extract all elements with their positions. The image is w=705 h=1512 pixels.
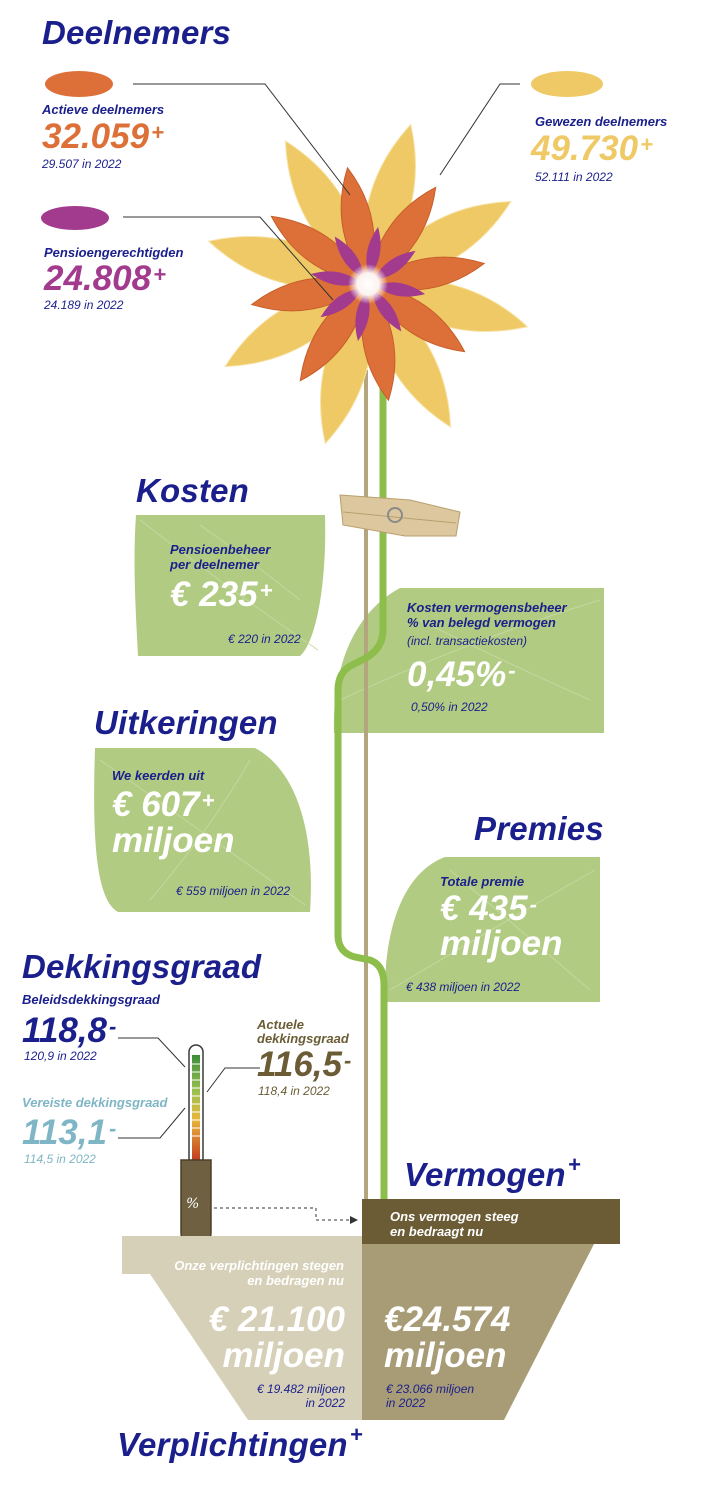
- legend-pensioners-swatch: [41, 206, 109, 230]
- costs-title: Kosten: [136, 472, 250, 509]
- liabilities-title-row: [117, 1422, 363, 1464]
- legend-former-swatch: [531, 71, 603, 97]
- clothespin-icon: [340, 495, 460, 536]
- costs-admin-value: € 235: [170, 575, 258, 614]
- liabilities-trend: +: [349, 1422, 363, 1447]
- actual-value-row: [257, 1046, 351, 1084]
- pensioners-trend: +: [153, 262, 166, 287]
- active-value: 32.059: [42, 117, 150, 156]
- liabilities-prev-2: in 2022: [305, 1396, 345, 1410]
- actual-label-2: dekkingsgraad: [257, 1031, 349, 1046]
- assets-prev-1: € 23.066 miljoen: [386, 1382, 475, 1396]
- payouts-value-unit: miljoen: [112, 821, 235, 860]
- former-label: Gewezen deelnemers: [535, 114, 668, 129]
- costs-asset-label-2: % van belegd vermogen: [407, 615, 556, 630]
- assets-value: €24.574: [384, 1300, 511, 1339]
- assets-trend: +: [567, 1152, 581, 1177]
- funding-title: Dekkingsgraad: [22, 948, 262, 985]
- payouts-title: Uitkeringen: [94, 704, 278, 741]
- actual-trend: -: [344, 1048, 352, 1073]
- actual-value: 116,5: [257, 1045, 342, 1084]
- assets-title-row: [404, 1152, 581, 1194]
- assets-value-unit: miljoen: [384, 1336, 507, 1375]
- costs-admin-label-2: per deelnemer: [170, 557, 259, 572]
- assets-prev-2: in 2022: [386, 1396, 426, 1410]
- pensioners-value-row: [44, 260, 166, 298]
- costs-asset-label-1: Kosten vermogensbeheer: [407, 600, 567, 615]
- liabilities-value: € 21.100: [208, 1300, 345, 1339]
- premiums-title: Premies: [474, 810, 604, 847]
- costs-asset-prev: 0,50% in 2022: [411, 700, 488, 714]
- required-prev: 114,5 in 2022: [24, 1152, 96, 1166]
- former-value: 49.730: [531, 129, 639, 168]
- policy-label: Beleidsdekkingsgraad: [22, 992, 160, 1007]
- costs-asset-value: 0,45%: [407, 655, 507, 694]
- costs-admin-value-row: [170, 576, 272, 614]
- pensioners-value: 24.808: [44, 259, 152, 298]
- premiums-value-row: [440, 890, 537, 928]
- assets-desc-1: Ons vermogen steeg: [390, 1209, 519, 1224]
- costs-asset-value-row: [407, 656, 516, 694]
- legend-active-swatch: [45, 71, 113, 97]
- costs-admin-trend: +: [259, 578, 273, 603]
- assets-title: Vermogen: [404, 1156, 566, 1193]
- policy-value: 118,8: [22, 1011, 107, 1050]
- active-value-row: [42, 118, 164, 156]
- liabilities-prev-1: € 19.482 miljoen: [256, 1382, 345, 1396]
- payouts-trend: +: [201, 788, 215, 813]
- former-trend: +: [640, 132, 653, 157]
- premiums-value-unit: miljoen: [440, 924, 563, 963]
- payouts-label: We keerden uit: [112, 768, 205, 783]
- costs-asset-note: (incl. transactiekosten): [407, 634, 528, 648]
- thermometer-icon: [181, 1045, 211, 1246]
- payouts-value: € 607: [112, 785, 200, 824]
- former-value-row: [531, 130, 653, 168]
- pensioners-prev: 24.189 in 2022: [44, 298, 124, 312]
- costs-admin-prev: € 220 in 2022: [228, 632, 301, 646]
- policy-trend: -: [109, 1014, 117, 1039]
- former-prev: 52.111 in 2022: [535, 170, 613, 184]
- required-value-row: [22, 1114, 116, 1152]
- policy-value-row: [22, 1012, 116, 1050]
- actual-label-1: Actuele: [257, 1017, 304, 1032]
- payouts-prev: € 559 miljoen in 2022: [176, 884, 291, 898]
- liabilities-value-unit: miljoen: [222, 1336, 345, 1375]
- active-label: Actieve deelnemers: [42, 102, 165, 117]
- active-prev: 29.507 in 2022: [42, 157, 122, 171]
- thermometer-percent-symbol: %: [186, 1196, 200, 1212]
- actual-prev: 118,4 in 2022: [258, 1084, 330, 1098]
- premiums-trend: -: [529, 892, 537, 917]
- pensioners-label: Pensioengerechtigden: [44, 245, 184, 260]
- required-trend: -: [109, 1116, 117, 1141]
- active-trend: +: [151, 120, 164, 145]
- costs-asset-trend: -: [508, 658, 516, 683]
- required-value: 113,1: [22, 1113, 107, 1152]
- premiums-label: Totale premie: [440, 874, 525, 889]
- policy-prev: 120,9 in 2022: [24, 1049, 97, 1063]
- participants-title: Deelnemers: [42, 14, 232, 51]
- payouts-value-row: [112, 786, 214, 824]
- liabilities-desc-2: en bedragen nu: [247, 1273, 344, 1288]
- assets-desc-2: en bedraagt nu: [390, 1224, 484, 1239]
- premiums-value: € 435: [440, 889, 528, 928]
- required-label: Vereiste dekkingsgraad: [22, 1095, 168, 1110]
- premiums-prev: € 438 miljoen in 2022: [406, 980, 521, 994]
- liabilities-desc-1: Onze verplichtingen stegen: [174, 1258, 344, 1273]
- liabilities-title: Verplichtingen: [117, 1426, 348, 1463]
- costs-admin-label-1: Pensioenbeheer: [170, 542, 271, 557]
